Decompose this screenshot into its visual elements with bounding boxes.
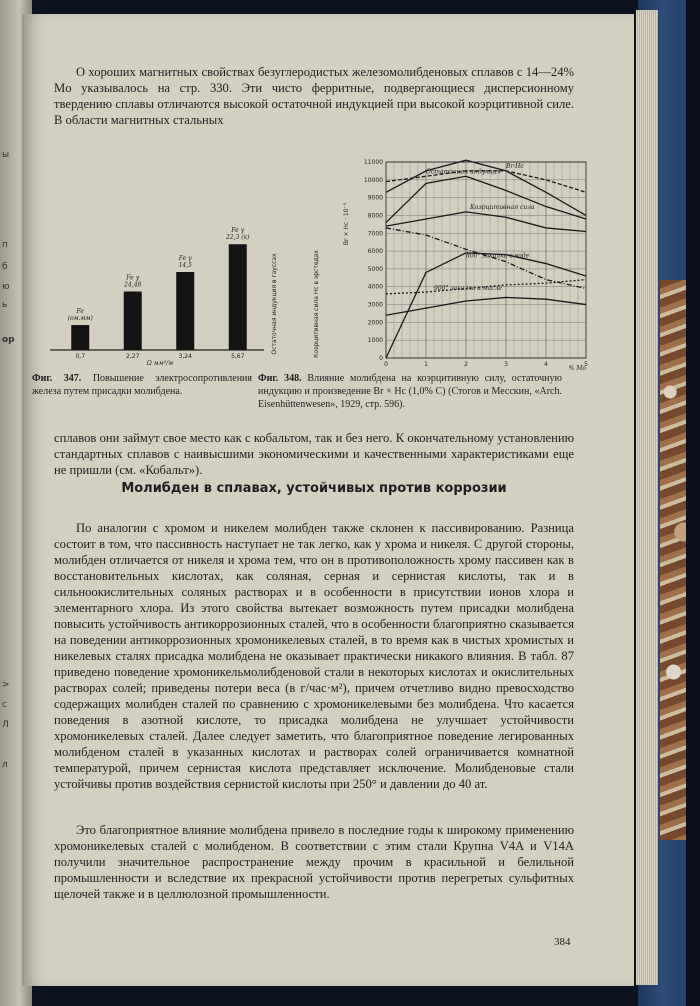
y-tick-label: 10000 (363, 176, 383, 184)
facing-page-glyph: л (2, 760, 8, 770)
plot-frame (386, 162, 586, 358)
bar (229, 244, 247, 350)
caption-text: Повышение электросопротивления железа путем присадки молибдена. (32, 373, 253, 397)
category-label: 0,7 (75, 353, 86, 360)
x-tick-label: 3 (504, 361, 508, 368)
series-annotation: Коэрцитивная сила (470, 203, 535, 211)
series-line (386, 253, 586, 358)
x-tick-label: 1 (424, 361, 428, 368)
facing-page-glyph: ы (2, 150, 10, 160)
category-label: 3,24 (178, 353, 192, 360)
section-heading: Молибден в сплавах, устойчивых против коррозии (121, 481, 507, 496)
facing-page-glyph: ь (2, 300, 8, 310)
figure-348-line-chart (268, 154, 598, 374)
y-tick-label: 6000 (367, 248, 383, 256)
facing-page-glyph: Л (2, 720, 9, 730)
series-annotation: Остаточная индукция (426, 168, 501, 176)
series-annotation: 800° закалка в воде (466, 252, 530, 260)
bar-label: Fe (ом.мм) (67, 308, 93, 323)
y-tick-label: 8000 (367, 212, 383, 220)
facing-page-glyph: с (2, 700, 7, 710)
facing-page-glyph: п (2, 240, 8, 250)
facing-page-glyph: ор (2, 335, 15, 345)
category-label: 2,27 (126, 353, 140, 360)
paragraph-corrosion: По аналогии с хромом и никелем молибден также склонен к пассивированию. Разница состоит в том, что пассивность наступает не так легко, как у хрома и никеля. С другой стороны, молибден отличается от никеля и хрома тем, что он в противоположность хрому пассивен как в восстановительных кислотах, как соляная, серная и сернистая кислоты, так и в сильноокислительных соляных растворах и в особенности в присутствии ионов хлора и элементарного хлора. Из этого свойства вытекает возможность путем присадки молибдена повысить устойчивость антикоррозионных сталей, что в особенности благоприятно сказывается на поведении антикоррозионных хромоникелевых сталей, в то время как в чистых хромистых и никелевых сталях присадка молибдена не оказывает практически никакого влияния. В табл. 87 приведено поведение хромоникельмолибденовой стали в некоторых кислотах и окислительных растворах солей; приведены потери веса (в г/час·м²), причем отчетливо видно превосходство содержащих молибден сталей по сравнению с хромоникелевыми без молибдена. Что касается поведения в азотной кислоте, то присадка молибдена не улучшает устойчивости хромоникелевых сталей. Далее следует заметить, что благоприятное поведение легированных молибденом сталей в указанных кислотах и растворах солей ограничивается комнатной температурой, причем сернистая кислота представляет исключение. Молибденовые стали устойчивы против воздействия сернистой кислоты при 250° и давлении до 40 ат. (54, 521, 574, 791)
x-axis-label: Ω мм²/м (146, 360, 174, 367)
y-axis-label-product: Br × Hc · 10⁻³ (343, 202, 350, 246)
y-axis-label-induction: Остаточная индукция в гауссах (271, 253, 278, 355)
paragraph-magnetic-alloys: О хороших магнитных свойствах безуглеродистых железомолибденовых сплавов с 14—24% Mo указывалось на стр. 330. Эти чисто ферритные, подвергающиеся дисперсионному твердению сплавы отличаются высокой остаточной индукцией при высокой коэрцитивной силе. В области магнитных стальных (54, 65, 574, 127)
x-tick-label: 5 (584, 361, 588, 368)
y-tick-label: 11000 (363, 159, 383, 166)
series-line (386, 176, 586, 222)
book-page (22, 14, 634, 986)
y-tick-label: 7000 (367, 230, 383, 238)
caption-text: Влияние молибдена на коэрцитивную силу, остаточную индукцию и произведение Br × Hc (1,0% C) (Стогов и Месскин, «Arch. Eisenhüttenwesen», 1929, стр. 596). (258, 373, 562, 410)
y-tick-label: 4000 (367, 283, 383, 291)
caption-number: Фиг. 347. (32, 373, 82, 384)
series-line (386, 212, 586, 232)
y-tick-label: 0 (379, 355, 383, 362)
x-axis-label: % Mo (568, 365, 586, 372)
category-label: 5,67 (231, 353, 245, 360)
bar (124, 292, 142, 351)
x-tick-label: 4 (544, 361, 548, 368)
bar-label: Fe γ 14,5 (178, 255, 192, 269)
paragraph-applications: Это благоприятное влияние молибдена привело в последние годы к широкому применению хромоникелевых сталей с молибденом. В соответствии с этим стали Крупна V4A и V14A получили значительное распространение между прочим в красильной и белильной промышленности и вследствие их прекрасной устойчивости против перегретых сульфитных щелочей также и в целлюлозной промышленности. (54, 823, 574, 901)
series-annotation: Br·Hc (506, 162, 524, 170)
y-axis-label-coercivity: Коэрцитивная сила Hc в эрстедах (313, 250, 320, 358)
x-tick-label: 0 (384, 361, 388, 368)
y-tick-label: 3000 (367, 301, 383, 309)
bar (71, 325, 89, 350)
page-number: 384 (554, 936, 571, 948)
y-tick-label: 1000 (367, 337, 383, 345)
facing-page-glyph: ю (2, 282, 10, 292)
y-tick-label: 5000 (367, 265, 383, 273)
cover-shadow (686, 0, 700, 1006)
y-tick-label: 2000 (367, 319, 383, 327)
figure-347-caption (32, 372, 252, 398)
bar-label: Fe γ 24,48 (124, 274, 142, 289)
series-line (386, 297, 586, 315)
bar-label: Fe γ 22,3 (к) (225, 227, 250, 242)
paragraph-continuation: сплавов они займут свое место как с кобальтом, так и без него. К окончательному установлению стандартных сплавов с наивысшими экономическими и качественными характеристиками еще не пришли (см. «Кобальт»). (54, 431, 574, 477)
figure-347-bar-chart (32, 154, 272, 369)
x-tick-label: 2 (464, 361, 468, 368)
facing-page-glyph: > (2, 680, 10, 690)
page-block-edges (636, 10, 658, 985)
y-tick-label: 9000 (367, 194, 383, 202)
series-annotation: 900° закалка в масле (434, 285, 502, 293)
bar (176, 272, 194, 350)
figure-348-caption (258, 372, 562, 411)
facing-page-glyph: б (2, 262, 8, 272)
caption-number: Фиг. 348. (258, 373, 302, 384)
